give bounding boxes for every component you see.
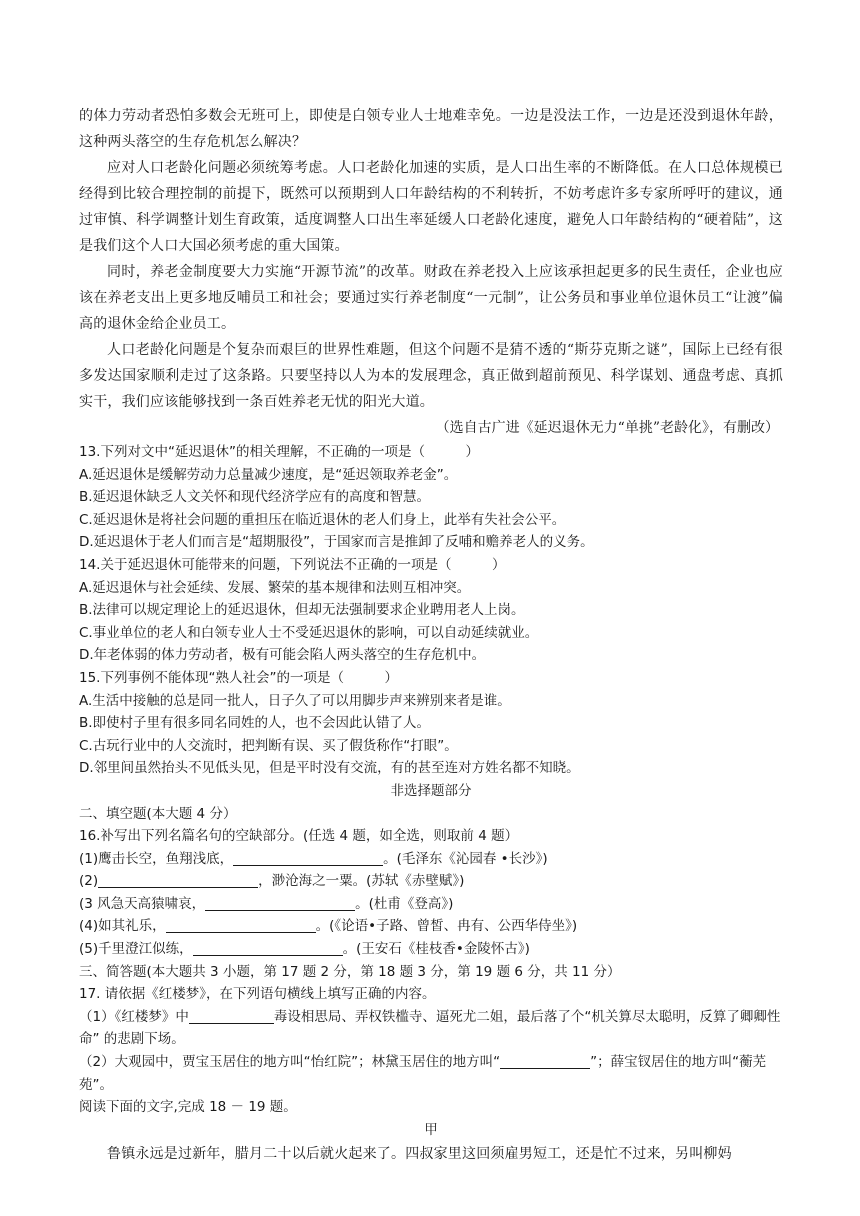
question-15-option-d: D.邻里间虽然抬头不见低头见，但是平时没有交流，有的甚至连对方姓名都不知晓。 [79, 760, 580, 777]
passage-label-jia: 甲 [424, 1121, 438, 1138]
fill-item-3 [79, 893, 783, 916]
question-15-option-a: A.生活中接触的总是同一批人，日子久了可以用脚步声来辨别来者是谁。 [79, 692, 511, 709]
question-17-item-2-after: ”；薛宝钗居住的地方叫“蘅芜苑”。 [79, 1054, 767, 1093]
section-3-heading: 三、简答题(本大题共 3 小题，第 17 题 2 分，第 18 题 3 分，第 19 题 6 分，共 11 分） [79, 963, 621, 980]
section-title-nonchoice: 非选择题部分 [390, 782, 472, 799]
question-14-stem: 14.关于延迟退休可能带来的问题，下列说法不正确的一项是（ ） [79, 556, 506, 573]
page-content [79, 103, 783, 1167]
fill-item-2-before: (2) [79, 873, 99, 890]
section-2-heading: 二、填空题(本大题 4 分） [79, 805, 237, 822]
fill-item-3-before: (3 风急天高猿啸哀， [79, 895, 206, 912]
answer-blank-2[interactable] [98, 873, 258, 888]
question-13-option-a: A.延迟退休是缓解劳动力总量减少速度，是“延迟领取养老金”。 [79, 466, 458, 483]
passage-paragraph-2: 同时，养老金制度要大力实施“开源节流”的改革。财政在养老投入上应该承担起更多的民生责任，企业也应该在养老支出上更多地反哺员工和社会；要通过实行养老制度“一元制”，让公务员和事业单位退休员工“让渡”偏高的退休金给企业员工。 [79, 264, 783, 332]
question-15-option-b: B.即使村子里有很多同名同姓的人，也不会因此认错了人。 [79, 715, 431, 732]
fill-item-5-before: (5)千里澄江似练， [79, 941, 193, 958]
question-14-option-a: A.延迟退休与社会延续、发展、繁荣的基本规律和法则互相冲突。 [79, 579, 471, 596]
question-13-stem: 13.下列对文中“延迟退休”的相关理解，不正确的一项是（ ） [79, 444, 479, 460]
passage-paragraph-3: 人口老龄化问题是个复杂而艰巨的世界性难题，但这个问题不是猜不透的“斯芬克斯之谜”，国际上已经有很多发达国家顺利走过了这条路。只要坚持以人为本的发展理念，真正做到超前预见、科学谋划、通盘考虑、真抓实干，我们应该能够找到一条百姓养老无忧的阳光大道。 [79, 342, 783, 410]
fill-item-1-before: (1)鹰击长空，鱼翔浅底， [79, 850, 234, 867]
answer-blank-5[interactable] [193, 941, 343, 956]
question-17-item-2-before: （2）大观园中，贾宝玉居住的地方叫“怡红院”；林黛玉居住的地方叫“ [79, 1054, 501, 1071]
question-17-item-1-before: （1）《红楼梦》中 [79, 1008, 189, 1025]
fill-item-2-after: ，渺沧海之一粟。(苏轼《赤壁赋》) [258, 873, 465, 890]
question-14-option-d: D.年老体弱的体力劳动者，极有可能会陷人两头落空的生存危机中。 [79, 647, 486, 664]
question-13-option-d: D.延迟退休于老人们而言是“超期服役”，于国家而言是推卸了反哺和赡养老人的义务。 [79, 534, 594, 551]
fill-item-5-after: 。(王安石《桂枝香•金陵怀古》) [342, 941, 530, 958]
passage-source: （选自古广进《延迟退休无力“单挑”老龄化》，有删改） [435, 420, 779, 436]
question-17-item-1-after: 毒设相思局、弄权铁槛寺、逼死尤二姐，最后落了个“机关算尽太聪明，反算了卿卿性命” 的悲剧下场。 [79, 1008, 781, 1048]
fill-item-4-before: (4)如其礼乐， [79, 918, 166, 935]
question-17-item-2 [79, 1051, 783, 1096]
question-13-option-b: B.延迟退休缺乏人文关怀和现代经济学应有的高度和智慧。 [79, 489, 431, 506]
question-14 [79, 554, 783, 667]
question-16-stem: 16.补写出下列名篇名句的空缺部分。(任选 4 题，如全选，则取前 4 题） [79, 828, 519, 845]
question-17-stem: 17. 请依据《红楼梦》，在下列语句横线上填写正确的内容。 [79, 986, 436, 1003]
answer-blank-17-2[interactable] [500, 1054, 590, 1069]
story-paragraph: 鲁镇永远是过新年，腊月二十以后就火起来了。四叔家里这回须雇男短工，还是忙不过来，另叫柳妈 [107, 1146, 732, 1163]
question-13 [79, 441, 783, 554]
question-14-option-c: C.事业单位的老人和白领专业人士不受延迟退休的影响，可以自动延续就业。 [79, 624, 539, 641]
reading-instruction: 阅读下面的文字,完成 18 － 19 题。 [79, 1099, 297, 1116]
question-15 [79, 667, 783, 780]
answer-blank-17-1[interactable] [189, 1009, 274, 1024]
fill-item-4 [79, 915, 783, 938]
fill-item-1-after: 。(毛泽东《沁园春 •长沙》) [383, 850, 548, 867]
passage-paragraph-1: 应对人口老龄化问题必须统筹考虑。人口老龄化加速的实质，是人口出生率的不断降低。在人口总体规模已经得到比较合理控制的前提下，既然可以预期到人口年龄结构的不利转折，不妨考虑许多专家所呼吁的建议，通过审慎、科学调整计划生育政策，适度调整人口出生率延缓人口老龄化速度，避免人口年龄结构的“硬着陆”，这是我们这个人口大国必须考虑的重大国策。 [79, 160, 783, 254]
fill-item-4-after: 。(《论语•子路、曾皙、冉有、公西华侍坐》) [315, 918, 578, 935]
fill-item-5 [79, 938, 783, 961]
question-15-stem: 15.下列事例不能体现“熟人社会”的一项是（ ） [79, 669, 398, 686]
fill-item-1 [79, 848, 783, 871]
answer-blank-4[interactable] [166, 918, 316, 933]
answer-blank-1[interactable] [233, 851, 383, 866]
fill-item-2 [79, 870, 783, 893]
passage-paragraph-0: 的体力劳动者恐怕多数会无班可上，即使是白领专业人士地难幸免。一边是没法工作，一边是还没到退休年龄，这种两头落空的生存危机怎么解决？ [79, 108, 783, 150]
question-13-option-c: C.延迟退休是将社会问题的重担压在临近退休的老人们身上，此举有失社会公平。 [79, 511, 566, 528]
question-14-option-b: B.法律可以规定理论上的延迟退休，但却无法强制要求企业聘用老人上岗。 [79, 602, 525, 619]
question-17-item-1 [79, 1006, 783, 1051]
answer-blank-3[interactable] [205, 896, 355, 911]
question-15-option-c: C.古玩行业中的人交流时，把判断有误、买了假货称作“打眼”。 [79, 737, 458, 754]
fill-item-3-after: 。(杜甫《登高》) [355, 895, 454, 912]
